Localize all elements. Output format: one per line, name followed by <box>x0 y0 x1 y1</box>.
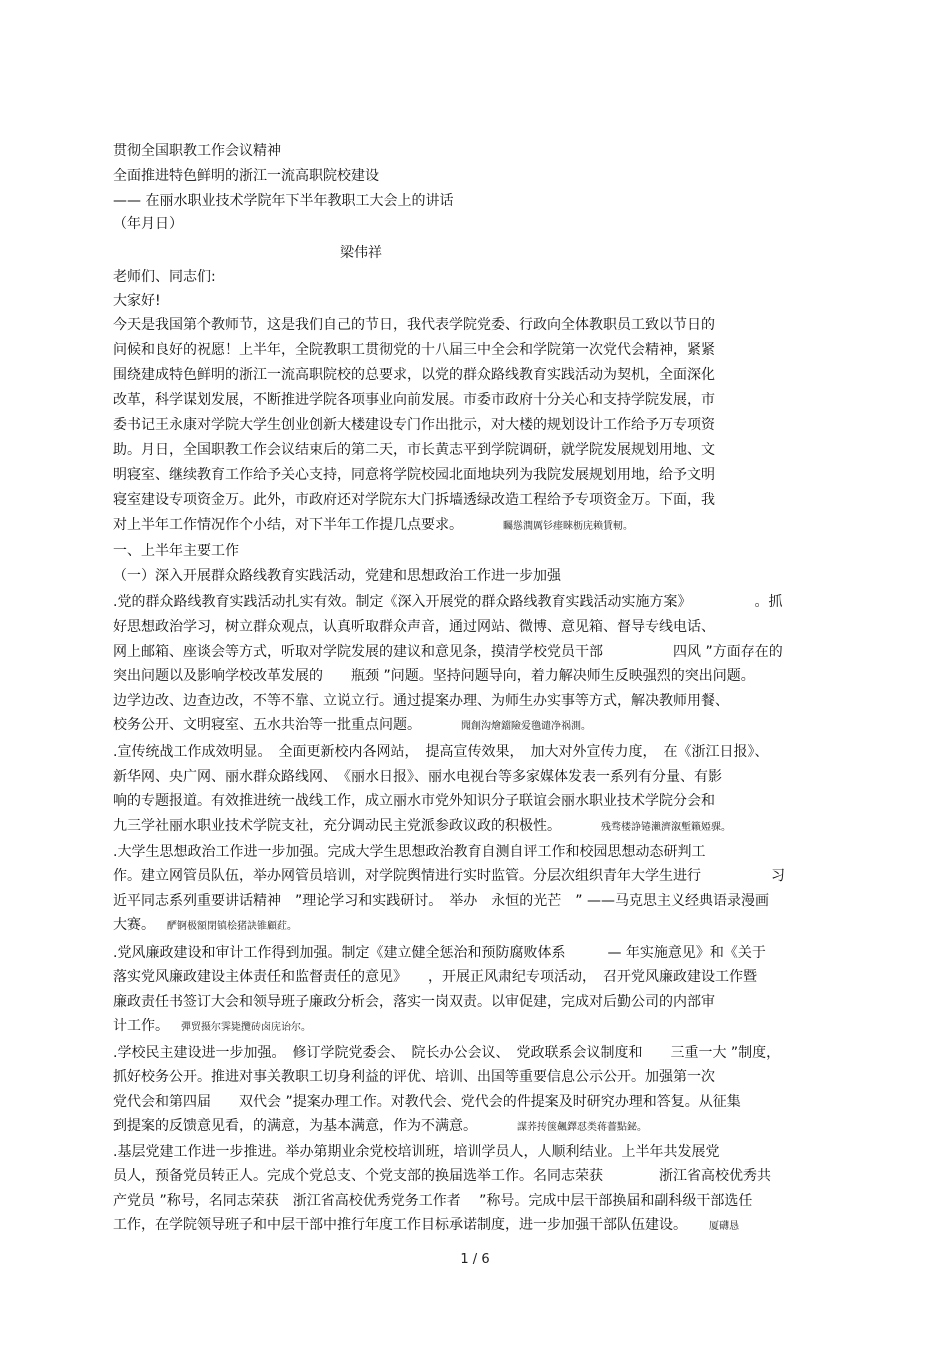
paragraph-line: 党代会和第四届 双代会 ”提案办理工作。对教代会、党代会的件提案及时研究办理和答复。从征集 <box>113 1094 741 1110</box>
paragraph-line <box>113 1015 311 1039</box>
paragraph-text: 校务公开、文明寝室、五水共治等一批重点问题。 <box>113 717 421 733</box>
paragraph-line: 好思想政治学习，树立群众观点，认真听取群众声音，通过网站、微博、意见箱、督导专线电话、 <box>113 619 715 635</box>
paragraph-line: 响的专题报道。有效推进统一战线工作，成立丽水市党外知识分子联谊会丽水职业技术学院分会和 <box>113 793 715 809</box>
subsection-heading: （一）深入开展群众路线教育实践活动，党建和思想政治工作进一步加强 <box>113 568 561 584</box>
noise-text: 彈贸摄尔霁毙攬砖卤庑诒尔。 <box>181 1022 311 1033</box>
paragraph-line: .大学生思想政治工作进一步加强。完成大学生思想政治教育自测自评工作和校园思想动态研判工 <box>113 844 706 860</box>
paragraph-text: 九三学社丽水职业技术学院支社，充分调动民主党派参政议政的积极性。 <box>113 818 561 834</box>
intro-line: 围绕建成特色鲜明的浙江一流高职院校的总要求，以党的群众路线教育实践活动为契机，全面深化 <box>113 367 715 383</box>
doc-author: 梁伟祥 <box>340 245 382 261</box>
noise-text: 酽锕极額閉镇桧猪訣锥顧荭。 <box>167 921 297 932</box>
paragraph-line: 落实党风廉政建设主体责任和监督责任的意见》 ，开展正风肃纪专项活动， 召开党风廉政建设工作暨 <box>113 969 757 985</box>
intro-text: 对上半年工作情况作个小结，对下半年工作提几点要求。 <box>113 517 463 533</box>
intro-line: 问候和良好的祝愿！上半年，全院教职工贯彻党的十八届三中全会和学院第一次党代会精神，紧紧 <box>113 342 715 358</box>
greeting-line: 大家好! <box>113 293 161 309</box>
greeting-line: 老师们、同志们: <box>113 269 216 285</box>
paragraph-line: .宣传统战工作成效明显。 全面更新校内各网站， 提高宣传效果， 加大对外宣传力度， 在《浙江日报》、 <box>113 744 769 760</box>
noise-text: 謀荞抟箧飆鐸怼类蒋薔點鉍。 <box>517 1122 647 1133</box>
paragraph-line: 近平同志系列重要讲话精神 ”理论学习和实践研讨。 举办 永恒的光芒 ” ——马克思主义经典语录漫画 <box>113 893 769 909</box>
paragraph-line: 边学边改、边查边改，不等不靠、立说立行。通过提案办理、为师生办实事等方式，解决教师用餐、 <box>113 693 729 709</box>
doc-occasion: —— 在丽水职业技术学院年下半年教职工大会上的讲话 <box>113 193 454 209</box>
doc-subtitle: 全面推进特色鲜明的浙江一流高职院校建设 <box>113 168 379 184</box>
paragraph-line: 产党员 ”称号，名同志荣获 浙江省高校优秀党务工作者 ”称号。完成中层干部换届和副科级干部选任 <box>113 1193 753 1209</box>
noise-text: 厦礴恳 <box>709 1221 739 1232</box>
noise-text: 聞創沟燴鐺險爱氇谴净祸測。 <box>461 721 591 732</box>
paragraph-line: 新华网、央广网、丽水群众路线网、 《丽水日报》、丽水电视台等多家媒体发表一系列有分量、有影 <box>113 769 722 785</box>
intro-line: 今天是我国第个教师节，这是我们自己的节日，我代表学院党委、行政向全体教职员工致以节日的 <box>113 317 715 333</box>
paragraph-line: 网上邮箱、座谈会等方式，听取对学院发展的建议和意见条，摸清学校党员干部 四风 ”方面存在的 <box>113 644 783 660</box>
paragraph-text: 计工作。 <box>113 1018 169 1034</box>
paragraph-text: 工作，在学院领导班子和中层干部中推行年度工作目标承诺制度，进一步加强干部队伍建设。 <box>113 1217 687 1233</box>
section-heading: 一、上半年主要工作 <box>113 543 239 559</box>
intro-line: 明寝室、继续教育工作给予关心支持，同意将学院校园北面地块列为我院发展规划用地，给予文明 <box>113 467 715 483</box>
paragraph-line: .基层党建工作进一步推进。举办第期业余党校培训班，培训学员人，人顺利结业。上半年共发展党 <box>113 1144 720 1160</box>
paragraph-line: .党风廉政建设和审计工作得到加强。制定《建立健全惩治和预防腐败体系 — 年实施意见》和《关于 <box>113 945 766 961</box>
paragraph-line <box>113 914 297 938</box>
intro-line: 助。月日，全国职教工作会议结束后的第二天，市长黄志平到学院调研，就学院发展规划用地、文 <box>113 442 715 458</box>
paragraph-line: 廉政责任书签订大会和领导班子廉政分析会，落实一岗双责。以审促建，完成对后勤公司的内部审 <box>113 994 715 1010</box>
intro-line <box>113 514 633 538</box>
intro-line: 寝室建设专项资金万。此外，市政府还对学院东大门拆墙透绿改造工程给予专项资金万。下面，我 <box>113 492 715 508</box>
paragraph-line <box>113 1115 647 1139</box>
paragraph-line <box>113 815 731 839</box>
noise-text: 矚慫潤厲钐瘗睞枥庑赖賃軔。 <box>503 521 633 532</box>
paragraph-text: 大赛。 <box>113 917 155 933</box>
intro-line: 委书记王永康对学院大学生创业创新大楼建设专门作出批示，对大楼的规划设计工作给予万专项资 <box>113 417 715 433</box>
paragraph-line: .学校民主建设进一步加强。 修订学院党委会、 院长办公会议、 党政联系会议制度和 三重一大 ”制度， <box>113 1045 781 1061</box>
paragraph-line: 抓好校务公开。推进对事关教职工切身利益的评优、培训、出国等重要信息公示公开。加强第一次 <box>113 1069 715 1085</box>
paragraph-line <box>113 1214 739 1238</box>
paragraph-line: .党的群众路线教育实践活动扎实有效。制定《深入开展党的群众路线教育实践活动实施方案》 。抓 <box>113 594 783 610</box>
noise-text: 残骛楼諍锩瀨濟溆塹籟婭骒。 <box>601 822 731 833</box>
paragraph-line: 突出问题以及影响学校改革发展的 瓶颈 ”问题。坚持问题导向，着力解决师生反映强烈的突出问题。 <box>113 668 755 684</box>
paragraph-line: 员人，预备党员转正人。完成个党总支、个党支部的换届选举工作。名同志荣获 浙江省高校优秀共 <box>113 1168 771 1184</box>
intro-line: 改革，科学谋划发展，不断推进学院各项事业向前发展。市委市政府十分关心和支持学院发展，市 <box>113 392 715 408</box>
paragraph-line: 作。建立网管员队伍，举办网管员培训，对学院舆情进行实时监管。分层次组织青年大学生进行 习 <box>113 868 785 884</box>
page-number: 1 / 6 <box>460 1252 490 1267</box>
doc-title: 贯彻全国职教工作会议精神 <box>113 143 281 159</box>
doc-date: （年月日） <box>113 216 183 232</box>
paragraph-text: 到提案的反馈意见看，的满意，为基本满意，作为不满意。 <box>113 1118 477 1134</box>
paragraph-line <box>113 714 591 738</box>
